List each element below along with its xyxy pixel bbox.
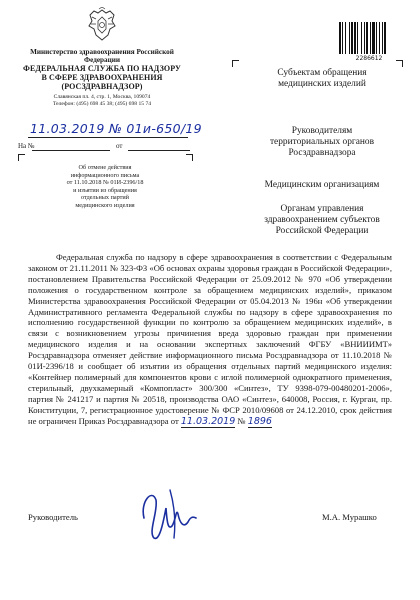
barcode-bar — [339, 22, 341, 54]
barcode-icon — [338, 22, 400, 54]
service-line-2: В СФЕРЕ ЗДРАВООХРАНЕНИЯ — [41, 73, 163, 82]
recipient-line: Российской Федерации — [275, 226, 369, 236]
subject-line: отдельных партий — [81, 194, 129, 202]
barcode-bar — [372, 22, 375, 54]
number-label: На № — [18, 142, 35, 150]
recipient-bracket-right — [396, 60, 403, 67]
from-underline — [128, 150, 190, 151]
service-line-1: ФЕДЕРАЛЬНАЯ СЛУЖБА ПО НАДЗОРУ — [22, 64, 182, 73]
recipient-block — [242, 204, 402, 237]
recipient-line: Руководителям — [291, 126, 353, 136]
subject-bracket-right — [186, 154, 193, 161]
barcode-bar — [354, 22, 356, 54]
recipient-line: территориальных органов — [269, 137, 375, 147]
service-name — [18, 64, 186, 91]
subject-line: Об отмене действия — [78, 164, 132, 171]
order-reference — [171, 416, 272, 426]
barcode-bar — [382, 22, 383, 54]
barcode-bar — [357, 22, 358, 54]
recipient-block — [242, 126, 402, 159]
subject-line: и изъятии из обращения — [73, 186, 137, 194]
subject-bracket-left — [18, 154, 25, 161]
barcode-bar — [345, 22, 346, 54]
address-block — [18, 94, 186, 108]
subject-block — [40, 164, 170, 210]
barcode-bar — [379, 22, 380, 54]
recipient-line: Субъектам обращения — [277, 68, 367, 78]
address-street: Славянская пл. 4, стр. 1, Москва, 109074 — [53, 94, 151, 100]
barcode-number: 2286612 — [355, 55, 383, 62]
service-line-3: (РОСЗДРАВНАДЗОР) — [61, 82, 143, 91]
barcode-bar — [384, 22, 386, 54]
body-paragraph: Федеральная служба по надзору в сфере здравоохранения в соответствии с Федеральным законом от 21.11.2011 № 323-ФЗ «Об основах охраны здоровья граждан в Российской Федерации», постановлением Правительства Российской Федерации от 25.09.2012 № 970 «Об утверждении положения о государственном контроле за обращением медицинских изделий», приказом Министерства здравоохранения Российской Федерации от 05.04.2013 № 196н «Об утверждении Административного регламента Федеральной службы по надзору в сфере здравоохранения по исполнению государственной функции по контролю за обращением медицинских изделий», в связи с возникновением угрозы причинения вреда здоровью граждан при применении медицинского изделия и на основании экспертных заключений ФГБУ «ВНИИИМТ» Росздравнадзора отменяет действие информационного письма Росздравнадзора от 11.10.2018 № 01И-2396/18 и сообщает об изъятии из обращения отдельных партий медицинского изделия: «Контейнер полимерный для компонентов крови с иглой полимерной однократного применения, стерильный, двухкамерный «Компопласт» 300/300 «Синтез», ТУ 9398-079-00480201-2006», партия № 241217 и партия № 20518, производства ОАО «Синтез», 640008, Россия, г. Курган, пр. Конституции, 7, регистрационное удостоверение № ФСР 2010/09608 от 24.12.2010, срок действия не ограничен Приказ Росздравнадзора — [28, 252, 392, 426]
signer-name: М.А. Мурашко — [322, 512, 377, 522]
coat-of-arms-icon — [86, 7, 118, 43]
letter-body — [28, 252, 392, 428]
recipient-line: медицинских изделий — [278, 79, 366, 89]
barcode-bar — [366, 22, 368, 54]
barcode-bar — [351, 22, 353, 54]
recipient-line: Росздравнадзора — [288, 148, 356, 158]
order-prefix: от — [170, 415, 179, 426]
date-underline — [28, 137, 188, 138]
signature-icon — [130, 478, 210, 546]
barcode-bar — [349, 22, 350, 54]
number-underline — [32, 150, 110, 151]
order-number-label: № — [237, 415, 246, 426]
signoff-title: Руководитель — [28, 512, 78, 522]
address-phone: Телефон: (495) 698 45 38; (495) 698 15 74 — [52, 101, 152, 107]
barcode-bar — [361, 22, 362, 54]
from-label: от — [116, 142, 123, 150]
order-number: 1896 — [247, 415, 272, 427]
barcode-bar — [370, 22, 371, 54]
recipient-line: Органам управления — [280, 204, 364, 214]
handwritten-outgoing-ref: 11.03.2019 № 01и-650/19 — [30, 121, 202, 136]
recipient-line: здравоохранением субъектов — [264, 215, 380, 225]
barcode-bar — [342, 22, 343, 54]
ministry-name: Министерство здравоохранения Российской Федерации — [30, 48, 174, 64]
barcode-bar — [364, 22, 365, 54]
barcode-bar — [376, 22, 377, 54]
recipient-line: Медицинским организациям — [264, 180, 380, 190]
recipient-block — [242, 68, 402, 90]
subject-line: от 11.10.2018 № 01И-2396/18 — [66, 179, 144, 187]
recipient-block — [242, 180, 402, 191]
subject-line: медицинского изделия — [75, 201, 135, 209]
recipient-bracket-left — [232, 60, 239, 67]
order-date: 11.03.2019 — [180, 415, 236, 427]
subject-line: информационного письма — [70, 171, 140, 179]
